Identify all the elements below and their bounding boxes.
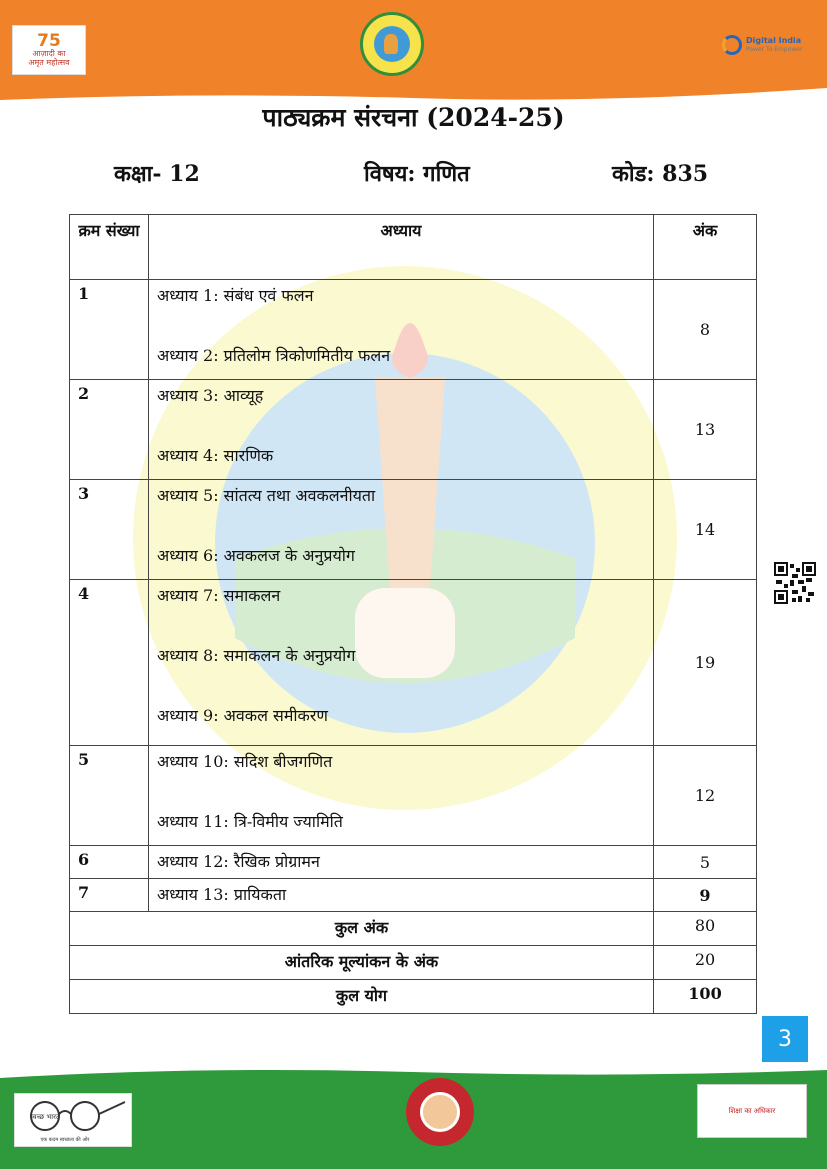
azadi-ka-amrit-mahotsav-logo: 75 आज़ादी का अमृत महोत्सव: [12, 25, 86, 75]
unit-chapters: [149, 580, 654, 746]
unit-chapters: [149, 746, 654, 846]
unit-marks: 12: [654, 746, 757, 846]
chapter-item: अध्याय 13: प्रायिकता: [157, 885, 287, 904]
header-chapter: अध्याय: [149, 215, 654, 280]
grand-total-value: 100: [654, 980, 757, 1014]
swachh-bharat-logo: [14, 1093, 132, 1147]
table-row: [70, 280, 757, 380]
digital-india-mark-icon: [722, 35, 742, 55]
table-row: [70, 580, 757, 746]
chapter-item: अध्याय 3: आव्यूह: [157, 386, 264, 405]
total-value: 80: [654, 912, 757, 946]
swachh-text: स्वच्छ भारत: [30, 1113, 60, 1121]
unit-marks: 5: [654, 846, 757, 879]
chapter-item: अध्याय 10: सदिश बीजगणित: [157, 752, 333, 771]
chapter-item: अध्याय 2: प्रतिलोम त्रिकोणमितीय फलन: [157, 346, 391, 365]
chapter-item: अध्याय 12: रैखिक प्रोग्रामन: [157, 852, 320, 871]
code-label: कोड: 835: [612, 161, 709, 187]
table-header-row: [70, 215, 757, 280]
chapter-item: अध्याय 9: अवकल समीकरण: [157, 706, 328, 725]
total-marks-row: [70, 912, 757, 946]
unit-chapters: [149, 846, 654, 879]
table-row: [70, 380, 757, 480]
unit-marks: 13: [654, 380, 757, 480]
unit-serial: 7: [70, 879, 149, 912]
unit-serial: 2: [70, 380, 149, 480]
qr-code-icon[interactable]: [774, 562, 816, 604]
board-emblem-icon: [360, 12, 424, 76]
header-serial: क्रम संख्या: [70, 215, 149, 280]
total-label: कुल अंक: [70, 912, 654, 946]
internal-assessment-label: आंतरिक मूल्यांकन के अंक: [70, 946, 654, 980]
unit-marks: 19: [654, 580, 757, 746]
subject-label: विषय: गणित: [364, 161, 470, 187]
table-row: [70, 746, 757, 846]
page-title: पाठ्यक्रम संरचना (2024-25): [262, 103, 565, 132]
shiksha-ka-adhikar-logo: शिक्षा का अधिकार: [697, 1084, 807, 1138]
unit-marks: 14: [654, 480, 757, 580]
chapter-item: अध्याय 11: त्रि-विमीय ज्यामिति: [157, 812, 343, 831]
grand-total-label: कुल योग: [70, 980, 654, 1014]
unit-serial: 3: [70, 480, 149, 580]
unit-chapters: [149, 879, 654, 912]
grand-total-row: [70, 980, 757, 1014]
unit-serial: 6: [70, 846, 149, 879]
chapter-item: अध्याय 6: अवकलज के अनुप्रयोग: [157, 546, 355, 565]
chapter-item: अध्याय 1: संबंध एवं फलन: [157, 286, 314, 305]
beti-bachao-logo: [406, 1078, 474, 1146]
unit-marks: 8: [654, 280, 757, 380]
unit-marks: 9: [654, 879, 757, 912]
chapter-item: अध्याय 5: सांतत्य तथा अवकलनीयता: [157, 486, 376, 505]
chapter-item: अध्याय 8: समाकलन के अनुप्रयोग: [157, 646, 356, 665]
unit-chapters: [149, 480, 654, 580]
digital-india-logo: Digital India Power To Empower: [722, 25, 806, 65]
unit-serial: 4: [70, 580, 149, 746]
unit-serial: 5: [70, 746, 149, 846]
table-row: [70, 879, 757, 912]
chapter-item: अध्याय 7: समाकलन: [157, 586, 281, 605]
internal-assessment-value: 20: [654, 946, 757, 980]
unit-chapters: [149, 380, 654, 480]
header-marks: अंक: [654, 215, 757, 280]
page-number-badge: 3: [762, 1016, 808, 1062]
swachh-tagline: एक कदम स्वच्छता की ओर: [40, 1137, 90, 1143]
chapter-item: अध्याय 4: सारणिक: [157, 446, 274, 465]
unit-chapters: [149, 280, 654, 380]
table-row: [70, 846, 757, 879]
class-label: कक्षा- 12: [114, 161, 200, 187]
syllabus-table: [69, 214, 757, 1014]
table-row: [70, 480, 757, 580]
girl-face-icon: [420, 1092, 460, 1132]
internal-assessment-row: [70, 946, 757, 980]
unit-serial: 1: [70, 280, 149, 380]
